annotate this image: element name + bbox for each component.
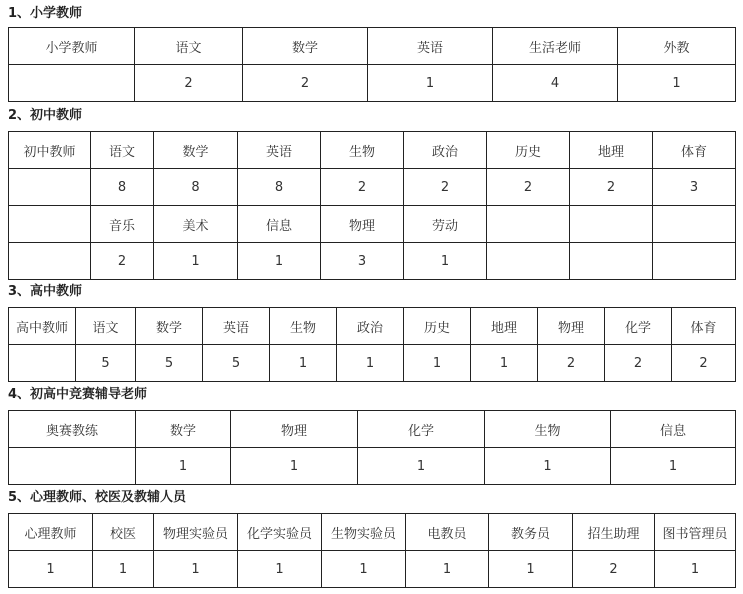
table-row bbox=[9, 65, 736, 102]
table-cell: 1 bbox=[485, 448, 611, 485]
table-cell: 历史 bbox=[487, 132, 570, 169]
table-cell: 心理教师 bbox=[9, 514, 93, 551]
table-primary-teachers bbox=[8, 27, 736, 102]
table-cell: 1 bbox=[154, 243, 238, 280]
table-cell: 音乐 bbox=[91, 206, 154, 243]
table-cell bbox=[653, 206, 736, 243]
table-cell bbox=[9, 206, 91, 243]
table-cell: 1 bbox=[154, 551, 238, 588]
table-row bbox=[9, 206, 736, 243]
table-cell: 1 bbox=[655, 551, 736, 588]
table-cell: 小学教师 bbox=[9, 28, 135, 65]
table-cell: 化学 bbox=[358, 411, 485, 448]
table-cell: 2 bbox=[243, 65, 368, 102]
table-cell: 体育 bbox=[653, 132, 736, 169]
table-cell: 语文 bbox=[135, 28, 243, 65]
table-cell bbox=[487, 206, 570, 243]
table-cell: 信息 bbox=[238, 206, 321, 243]
table-cell: 1 bbox=[231, 448, 358, 485]
table-cell: 物理 bbox=[321, 206, 404, 243]
table-cell: 高中教师 bbox=[9, 308, 76, 345]
table-cell: 4 bbox=[493, 65, 618, 102]
table-cell: 生物 bbox=[485, 411, 611, 448]
table-cell: 2 bbox=[573, 551, 655, 588]
table-cell: 1 bbox=[404, 243, 487, 280]
table-cell: 政治 bbox=[404, 132, 487, 169]
table-row bbox=[9, 308, 736, 345]
table-cell: 8 bbox=[91, 169, 154, 206]
section-heading: 4、初高中竞赛辅导老师 bbox=[8, 387, 148, 402]
table-cell: 校医 bbox=[93, 514, 154, 551]
table-row bbox=[9, 551, 736, 588]
table-cell: 1 bbox=[358, 448, 485, 485]
table-cell: 1 bbox=[471, 345, 538, 382]
table-cell bbox=[9, 169, 91, 206]
table-cell: 1 bbox=[618, 65, 736, 102]
table-cell: 1 bbox=[489, 551, 573, 588]
table-cell bbox=[9, 243, 91, 280]
section-heading: 3、高中教师 bbox=[8, 284, 83, 299]
table-cell: 化学实验员 bbox=[238, 514, 322, 551]
table-competition-coaches bbox=[8, 410, 736, 485]
table-cell: 8 bbox=[154, 169, 238, 206]
table-cell: 英语 bbox=[238, 132, 321, 169]
table-cell: 生物实验员 bbox=[322, 514, 406, 551]
table-cell: 2 bbox=[404, 169, 487, 206]
table-cell: 历史 bbox=[404, 308, 471, 345]
table-cell: 5 bbox=[76, 345, 136, 382]
section-heading: 1、小学教师 bbox=[8, 6, 83, 21]
table-row bbox=[9, 448, 736, 485]
table-cell bbox=[653, 243, 736, 280]
section-heading: 5、心理教师、校医及教辅人员 bbox=[8, 490, 187, 505]
table-row bbox=[9, 169, 736, 206]
section-heading: 2、初中教师 bbox=[8, 108, 83, 123]
table-cell: 1 bbox=[368, 65, 493, 102]
table-cell: 数学 bbox=[154, 132, 238, 169]
table-cell: 3 bbox=[321, 243, 404, 280]
table-cell: 图书管理员 bbox=[655, 514, 736, 551]
table-cell: 生活老师 bbox=[493, 28, 618, 65]
table-row bbox=[9, 411, 736, 448]
table-cell: 2 bbox=[605, 345, 672, 382]
table-row bbox=[9, 243, 736, 280]
table-cell: 初中教师 bbox=[9, 132, 91, 169]
table-cell: 英语 bbox=[368, 28, 493, 65]
table-cell: 1 bbox=[238, 243, 321, 280]
table-row bbox=[9, 132, 736, 169]
table-cell: 2 bbox=[91, 243, 154, 280]
table-cell: 2 bbox=[135, 65, 243, 102]
table-cell: 奥赛教练 bbox=[9, 411, 136, 448]
table-cell: 劳动 bbox=[404, 206, 487, 243]
table-cell: 英语 bbox=[203, 308, 270, 345]
table-cell: 2 bbox=[321, 169, 404, 206]
table-cell: 1 bbox=[404, 345, 471, 382]
table-cell: 电教员 bbox=[406, 514, 489, 551]
table-cell: 2 bbox=[538, 345, 605, 382]
table-senior-high-teachers bbox=[8, 307, 736, 382]
table-cell: 1 bbox=[9, 551, 93, 588]
table-cell: 2 bbox=[487, 169, 570, 206]
table-row bbox=[9, 514, 736, 551]
table-row bbox=[9, 345, 736, 382]
table-cell: 地理 bbox=[570, 132, 653, 169]
table-cell: 生物 bbox=[270, 308, 337, 345]
table-cell: 语文 bbox=[76, 308, 136, 345]
table-cell: 1 bbox=[611, 448, 736, 485]
table-cell: 3 bbox=[653, 169, 736, 206]
table-cell bbox=[9, 448, 136, 485]
table-cell: 1 bbox=[270, 345, 337, 382]
table-cell: 物理 bbox=[231, 411, 358, 448]
table-cell: 体育 bbox=[672, 308, 736, 345]
table-cell bbox=[570, 206, 653, 243]
table-cell: 生物 bbox=[321, 132, 404, 169]
table-cell: 政治 bbox=[337, 308, 404, 345]
table-cell: 1 bbox=[238, 551, 322, 588]
table-cell bbox=[9, 65, 135, 102]
table-cell bbox=[487, 243, 570, 280]
table-cell: 5 bbox=[203, 345, 270, 382]
table-cell: 美术 bbox=[154, 206, 238, 243]
table-cell bbox=[9, 345, 76, 382]
table-cell: 化学 bbox=[605, 308, 672, 345]
table-cell: 外教 bbox=[618, 28, 736, 65]
table-psychology-medical-support-staff bbox=[8, 513, 736, 588]
table-cell: 1 bbox=[93, 551, 154, 588]
table-cell: 5 bbox=[136, 345, 203, 382]
table-cell: 1 bbox=[136, 448, 231, 485]
table-cell: 1 bbox=[406, 551, 489, 588]
table-cell: 1 bbox=[322, 551, 406, 588]
table-junior-high-teachers bbox=[8, 131, 736, 280]
table-cell: 数学 bbox=[136, 308, 203, 345]
table-cell: 信息 bbox=[611, 411, 736, 448]
table-cell: 教务员 bbox=[489, 514, 573, 551]
table-cell: 物理 bbox=[538, 308, 605, 345]
table-cell: 2 bbox=[570, 169, 653, 206]
table-cell: 招生助理 bbox=[573, 514, 655, 551]
table-row bbox=[9, 28, 736, 65]
table-cell: 2 bbox=[672, 345, 736, 382]
table-cell: 8 bbox=[238, 169, 321, 206]
table-cell: 数学 bbox=[136, 411, 231, 448]
table-cell: 1 bbox=[337, 345, 404, 382]
table-cell: 数学 bbox=[243, 28, 368, 65]
table-cell: 语文 bbox=[91, 132, 154, 169]
table-cell: 物理实验员 bbox=[154, 514, 238, 551]
table-cell bbox=[570, 243, 653, 280]
table-cell: 地理 bbox=[471, 308, 538, 345]
